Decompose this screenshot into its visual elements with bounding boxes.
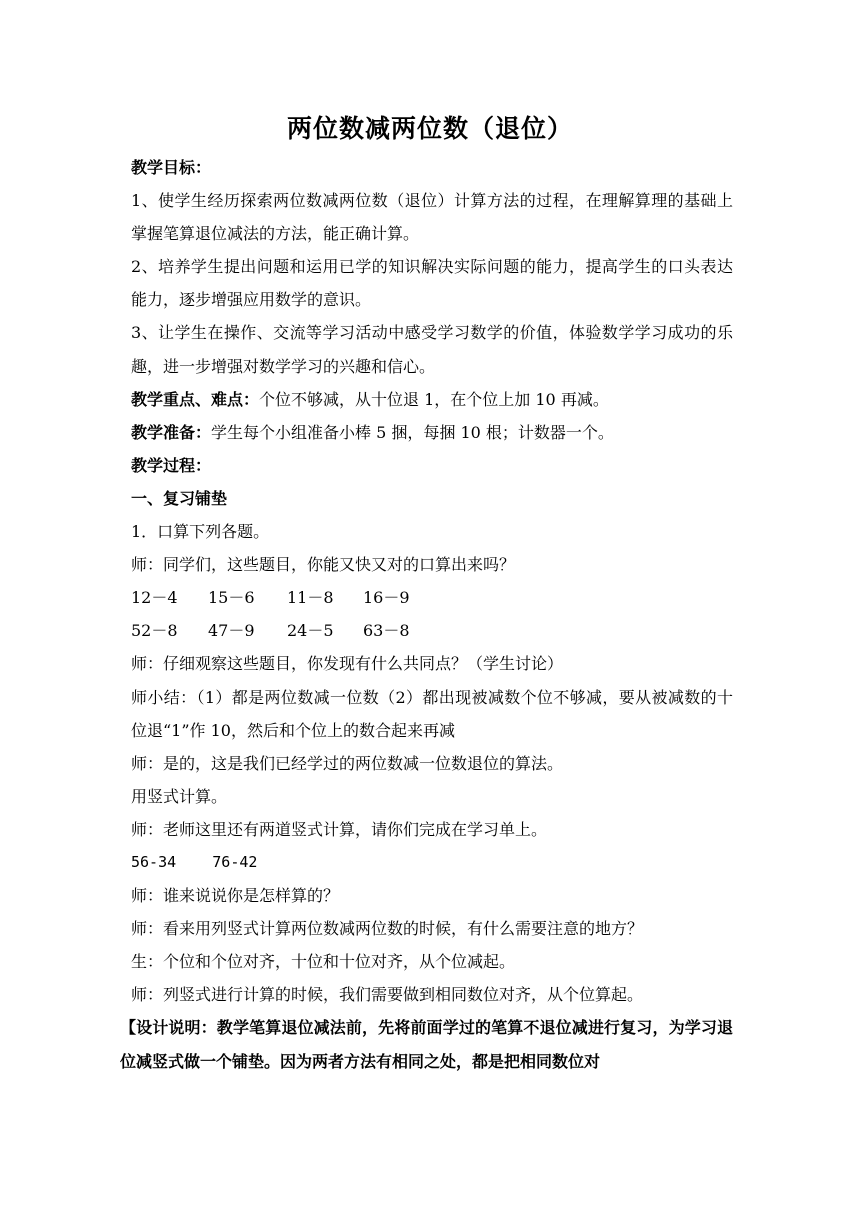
teacher-line-7: 师：列竖式进行计算的时候，我们需要做到相同数位对齐，从个位算起。 bbox=[131, 985, 644, 1005]
teacher-line-3: 师：是的，这是我们已经学过的两位数减一位数退位的算法。 bbox=[131, 753, 564, 773]
vertical-problems: 56-34 76-42 bbox=[131, 852, 258, 871]
goal-2: 2、培养学生提出问题和运用已学的知识解决实际问题的能力，提高学生的口头表达能力，逐步增强应用数学的意识。 bbox=[131, 257, 733, 310]
preparation-text: 学生每个小组准备小棒 5 捆，每捆 10 根；计数器一个。 bbox=[211, 422, 614, 442]
calc-item: 11－8 bbox=[287, 588, 334, 608]
key-points-text: 个位不够减，从十位退 1，在个位上加 10 再减。 bbox=[259, 389, 609, 409]
key-points bbox=[131, 383, 733, 416]
goal-1: 1、使学生经历探索两位数减两位数（退位）计算方法的过程，在理解算理的基础上掌握笔算退位减法的方法，能正确计算。 bbox=[131, 191, 733, 244]
document-body bbox=[120, 151, 733, 1079]
item-mental-calc: 1．口算下列各题。 bbox=[131, 522, 270, 542]
goal-3: 3、让学生在操作、交流等学习活动中感受学习数学的价值，体验数学学习成功的乐趣，进一步增强对数学学习的兴趣和信心。 bbox=[131, 323, 733, 376]
vertical-calc-heading: 用竖式计算。 bbox=[131, 786, 228, 806]
key-points-label: 教学重点、难点： bbox=[131, 389, 260, 409]
section-review: 一、复习铺垫 bbox=[131, 488, 228, 508]
calc-item: 24－5 bbox=[287, 621, 334, 641]
calc-row-1 bbox=[131, 581, 733, 614]
calc-item: 12－4 bbox=[131, 588, 178, 608]
preparation bbox=[131, 416, 733, 449]
calc-item: 47－9 bbox=[208, 621, 255, 641]
calc-row-2 bbox=[131, 614, 733, 647]
goals-heading: 教学目标： bbox=[131, 158, 212, 177]
teacher-line-5: 师：谁来说说你是怎样算的？ bbox=[131, 886, 340, 906]
teacher-line-2: 师：仔细观察这些题目，你发现有什么共同点？（学生讨论） bbox=[131, 654, 564, 674]
calc-item: 15－6 bbox=[208, 588, 255, 608]
preparation-label: 教学准备： bbox=[131, 422, 212, 442]
calc-item: 16－9 bbox=[363, 588, 410, 608]
teacher-summary: 师小结：（1）都是两位数减一位数（2）都出现被减数个位不够减，要从被减数的十位退“1”作 10，然后和个位上的数合起来再减 bbox=[131, 687, 733, 740]
document-title: 两位数减两位数（退位） bbox=[286, 114, 573, 143]
teacher-line-1: 师：同学们，这些题目，你能又快又对的口算出来吗？ bbox=[131, 555, 516, 575]
process-heading: 教学过程： bbox=[131, 455, 212, 475]
design-note: 【设计说明：教学笔算退位减法前，先将前面学过的笔算不退位减进行复习，为学习退位减竖式做一个铺垫。因为两者方法有相同之处，都是把相同数位对 bbox=[120, 1018, 733, 1072]
teacher-line-6: 师：看来用列竖式计算两位数减两位数的时候，有什么需要注意的地方？ bbox=[131, 919, 644, 939]
calc-item: 63－8 bbox=[363, 621, 410, 641]
student-line-1: 生：个位和个位对齐，十位和十位对齐，从个位减起。 bbox=[131, 952, 516, 972]
calc-item: 52－8 bbox=[131, 621, 178, 641]
teacher-line-4: 师：老师这里还有两道竖式计算，请你们完成在学习单上。 bbox=[131, 819, 548, 839]
